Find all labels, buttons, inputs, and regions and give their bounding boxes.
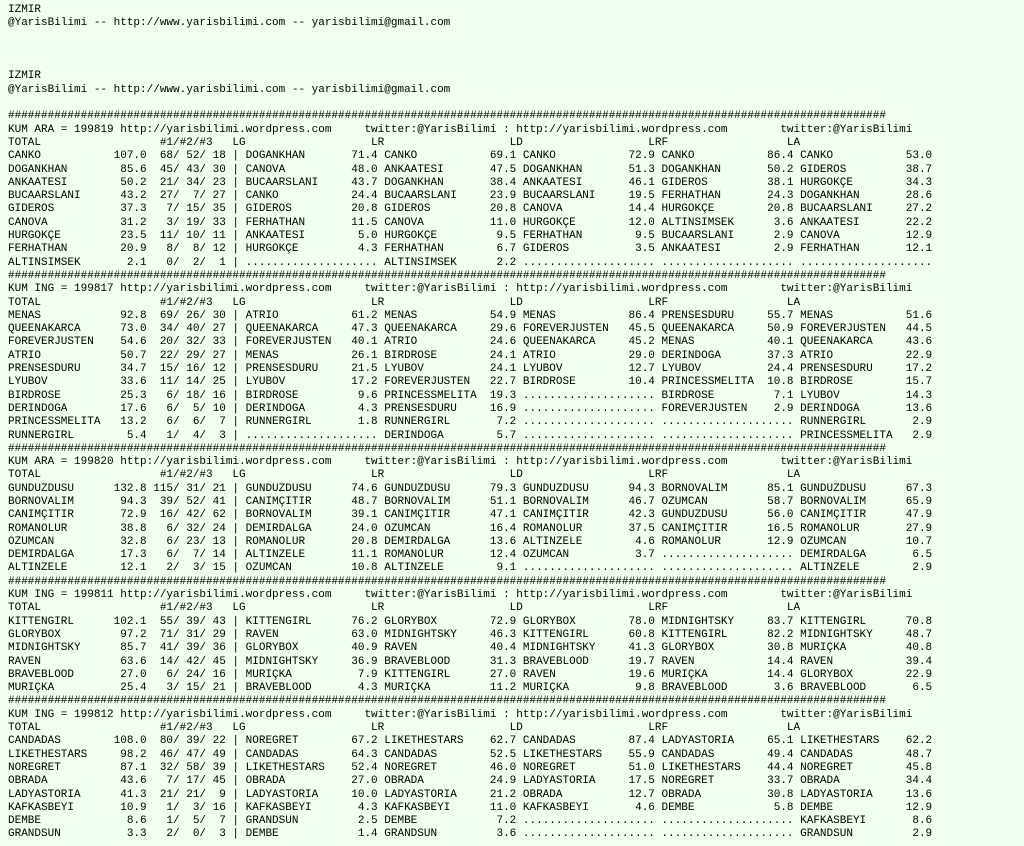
race-list — [8, 110, 1016, 841]
race-section — [8, 443, 1016, 576]
table-row: GÜNDÜZDÜSÜ 132.8 115/ 31/ 21 | GÜNDÜZDÜSÜ 74.6 GÜNDÜZDÜSÜ 79.3 GÜNDÜZDÜSÜ 94.3 BORNOVALIM 85.1 GÜNDÜZDÜSÜ 67.3 — [8, 482, 933, 495]
race-section — [8, 695, 1016, 841]
race-section — [8, 110, 1016, 270]
table-row: LADYASTORIA 41.3 21/ 21/ 9 | LADYASTORIA 10.0 LADYASTORIA 21.2 OBRADA 12.7 OBRADA 30.8 LADYASTORIA 13.6 — [8, 788, 933, 801]
column-header-row: TOTAL #1/#2/#3 LG LR LD LRF LA — [8, 136, 801, 149]
table-row: QUEENAKARCA 73.0 34/ 40/ 27 | QUEENAKARCA 47.3 QUEENAKARCA 29.6 FOREVERJUSTEN 45.5 QUEENAKARCA 50.9 FOREVERJUSTEN 44.5 — [8, 323, 933, 336]
table-row: OBRADA 43.6 7/ 17/ 45 | OBRADA 27.0 OBRADA 24.9 LADYASTORIA 17.5 NOREGRET 33.7 OBRADA 34.4 — [8, 775, 933, 788]
table-row: DEMIRDALGA 17.3 6/ 7/ 14 | ALTINZELE 11.1 ROMANOLUR 12.4 ÖZÜMCAN 3.7 .................... DEMIRDALGA 6.5 — [8, 549, 933, 562]
table-row: NOREGRET 87.1 32/ 58/ 39 | LIKETHESTARS 52.4 NOREGRET 46.0 NOREGRET 51.0 LIKETHESTARS 44.4 NOREGRET 45.8 — [8, 761, 933, 774]
table-row: GIDEROS 37.3 7/ 15/ 35 | GIDEROS 20.8 GIDEROS 20.8 CANOVA 14.4 HÜRGÖKÇE 20.8 BUCAARSLANI 27.2 — [8, 203, 933, 216]
table-row: BIRDROSE 25.3 6/ 18/ 16 | BIRDROSE 9.6 PRINCESSMELITA 19.3 .................... BIRDROSE 7.1 LYUBOV 14.3 — [8, 389, 933, 402]
table-row: CANDADAS 108.0 80/ 39/ 22 | NOREGRET 67.2 LIKETHESTARS 62.7 CANDADAS 87.4 LADYASTORIA 65.1 LIKETHESTARS 62.2 — [8, 735, 933, 748]
table-row: GLORYBOX 97.2 71/ 31/ 29 | RAVEN 63.0 MIDNIGHTSKY 46.3 KITTENGIRL 60.8 KITTENGIRL 82.2 MIDNIGHTSKY 48.7 — [8, 628, 933, 641]
separator-line: ##################################################################################################################################### — [8, 695, 886, 708]
table-row: BRAVEBLOOD 27.0 6/ 24/ 16 | MURIÇKA 7.9 KITTENGIRL 27.0 RAVEN 19.6 MURIÇKA 14.4 GLORYBOX 22.9 — [8, 668, 933, 681]
table-row: RUNNERGIRL 5.4 1/ 4/ 3 | .................... DERINDOGA 5.7 .................... .................... PRINCESSMELITA 2.9 — [8, 429, 933, 442]
table-row: ALTINZELE 12.1 2/ 3/ 15 | ÖZÜMCAN 10.8 ALTINZELE 9.1 .................... .................... ALTINZELE 2.9 — [8, 562, 933, 575]
table-row: CANOVA 31.2 3/ 19/ 33 | FERHATHAN 11.5 CANOVA 11.0 HÜRGÖKÇE 12.0 ALTINSIMSEK 3.6 ANKAATESI 22.2 — [8, 216, 933, 229]
table-row: PRINCESSMELITA 13.2 6/ 6/ 7 | RUNNERGIRL 1.8 RUNNERGIRL 7.2 .................... .................... RUNNERGIRL 2.9 — [8, 416, 933, 429]
spacer — [8, 97, 1016, 110]
header-title: IZMIR — [8, 70, 42, 83]
column-header-row: TOTAL #1/#2/#3 LG LR LD LRF LA — [8, 469, 801, 482]
table-row: CANIMÇITIR 72.9 16/ 42/ 62 | BORNOVALIM 39.1 CANIMÇITIR 47.1 CANIMÇITIR 42.3 GÜNDÜZDÜSÜ 56.0 CANIMÇITIR 47.9 — [8, 509, 933, 522]
separator-line: ##################################################################################################################################### — [8, 442, 886, 455]
table-row: BORNOVALIM 94.3 39/ 52/ 41 | CANIMÇITIR 48.7 BORNOVALIM 51.1 BORNOVALIM 46.7 ÖZÜMCAN 58.7 BORNOVALIM 65.9 — [8, 495, 933, 508]
separator-line: ##################################################################################################################################### — [8, 110, 886, 123]
table-row: RAVEN 63.6 14/ 42/ 45 | MIDNIGHTSKY 36.9 BRAVEBLOOD 31.3 BRAVEBLOOD 19.7 RAVEN 14.4 RAVEN 39.4 — [8, 655, 933, 668]
race-section — [8, 270, 1016, 443]
spacer — [8, 44, 1016, 57]
race-title: KUM ING = 199817 http://yarisbilimi.wordpress.com twitter:@YarisBilimi : http://yarisbilimi.wordpress.com twitter:@YarisBilimi — [8, 283, 913, 296]
race-section — [8, 576, 1016, 696]
table-row: ÖZÜMCAN 32.8 6/ 23/ 13 | ROMANOLUR 20.8 DEMIRDALGA 13.6 ALTINZELE 4.6 ROMANOLUR 12.9 ÖZÜMCAN 10.7 — [8, 535, 933, 548]
race-title: KUM ING = 199811 http://yarisbilimi.wordpress.com twitter:@YarisBilimi : http://yarisbilimi.wordpress.com twitter:@YarisBilimi — [8, 589, 913, 602]
race-title: KUM ING = 199812 http://yarisbilimi.wordpress.com twitter:@YarisBilimi : http://yarisbilimi.wordpress.com twitter:@YarisBilimi — [8, 708, 913, 721]
race-title: KUM ARA = 199820 http://yarisbilimi.wordpress.com twitter:@YarisBilimi : http://yarisbilimi.wordpress.com twitter:@YarisBilimi — [8, 456, 913, 469]
table-row: BUCAARSLANI 43.2 27/ 7/ 27 | CANKO 24.4 BUCAARSLANI 23.9 BUCAARSLANI 19.5 FERHATHAN 24.3 DOGANKHAN 28.6 — [8, 190, 933, 203]
header-contact: @YarisBilimi -- http://www.yarisbilimi.com -- yarisbilimi@gmail.com — [8, 83, 451, 96]
table-row: PRENSESDURU 34.7 15/ 16/ 12 | PRENSESDURU 21.5 LYUBOV 24.1 LYUBOV 12.7 LYUBOV 24.4 PRENSESDURU 17.2 — [8, 363, 933, 376]
header-title: IZMIR — [8, 4, 42, 16]
column-header-row: TOTAL #1/#2/#3 LG LR LD LRF LA — [8, 722, 801, 735]
table-row: FOREVERJUSTEN 54.6 20/ 32/ 33 | FOREVERJUSTEN 40.1 ATRIO 24.6 QUEENAKARCA 45.2 MENAS 40.1 QUEENAKARCA 43.6 — [8, 336, 933, 349]
table-row: KAFKASBEYI 10.9 1/ 3/ 16 | KAFKASBEYI 4.3 KAFKASBEYI 11.0 KAFKASBEYI 4.6 DEMBE 5.8 DEMBE 12.9 — [8, 801, 933, 814]
table-row: DEMBE 8.6 1/ 5/ 7 | GRANDSUN 2.5 DEMBE 7.2 .................... .................... KAFKASBEYI 8.6 — [8, 815, 933, 828]
column-header-row: TOTAL #1/#2/#3 LG LR LD LRF LA — [8, 296, 801, 309]
table-row: MURIÇKA 25.4 3/ 15/ 21 | BRAVEBLOOD 4.3 MURIÇKA 11.2 MURIÇKA 9.8 BRAVEBLOOD 3.6 BRAVEBLOOD 6.5 — [8, 682, 933, 695]
table-row: MENAS 92.8 69/ 26/ 30 | ATRIO 61.2 MENAS 54.9 MENAS 86.4 PRENSESDURU 55.7 MENAS 51.6 — [8, 309, 933, 322]
table-row: LIKETHESTARS 98.2 46/ 47/ 49 | CANDADAS 64.3 CANDADAS 52.5 LIKETHESTARS 55.9 CANDADAS 49.4 CANDADAS 48.7 — [8, 748, 933, 761]
table-row: CANKO 107.0 68/ 52/ 18 | DOGANKHAN 71.4 CANKO 69.1 CANKO 72.9 CANKO 86.4 CANKO 53.0 — [8, 150, 933, 163]
table-row: GRANDSUN 3.3 2/ 0/ 3 | DEMBE 1.4 GRANDSUN 3.6 .................... .................... GRANDSUN 2.9 — [8, 828, 933, 841]
column-header-row: TOTAL #1/#2/#3 LG LR LD LRF LA — [8, 602, 801, 615]
table-row: ATRIO 50.7 22/ 29/ 27 | MENAS 26.1 BIRDROSE 24.1 ATRIO 29.0 DERINDOGA 37.3 ATRIO 22.9 — [8, 349, 933, 362]
table-row: LYUBOV 33.6 11/ 14/ 25 | LYUBOV 17.2 FOREVERJUSTEN 22.7 BIRDROSE 10.4 PRINCESSMELITA 10.8 BIRDROSE 15.7 — [8, 376, 933, 389]
table-row: MIDNIGHTSKY 85.7 41/ 39/ 36 | GLORYBOX 40.9 RAVEN 40.4 MIDNIGHTSKY 41.3 GLORYBOX 30.8 MURIÇKA 40.8 — [8, 642, 933, 655]
race-title: KUM ARA = 199819 http://yarisbilimi.wordpress.com twitter:@YarisBilimi : http://yarisbilimi.wordpress.com twitter:@YarisBilimi — [8, 123, 913, 136]
table-row: ROMANOLUR 38.8 6/ 32/ 24 | DEMIRDALGA 24.0 ÖZÜMCAN 16.4 ROMANOLUR 37.5 CANIMÇITIR 16.5 ROMANOLUR 27.9 — [8, 522, 933, 535]
table-row: HÜRGÖKÇE 23.5 11/ 10/ 11 | ANKAATESI 5.0 HÜRGÖKÇE 9.5 FERHATHAN 9.5 BUCAARSLANI 2.9 CANOVA 12.9 — [8, 230, 933, 243]
table-row: DERINDOGA 17.6 6/ 5/ 10 | DERINDOGA 4.3 PRENSESDURU 16.9 .................... FOREVERJUSTEN 2.9 DERINDOGA 13.6 — [8, 402, 933, 415]
spacer — [8, 57, 1016, 70]
spacer — [8, 31, 1016, 44]
table-row: ALTINSIMSEK 2.1 0/ 2/ 1 | .................... ALTINSIMSEK 2.2 .................... .................... .................... — [8, 256, 933, 269]
table-row: DOGANKHAN 85.6 45/ 43/ 30 | CANOVA 48.0 ANKAATESI 47.5 DOGANKHAN 51.3 DOGANKHAN 50.2 GIDEROS 38.7 — [8, 163, 933, 176]
table-row: FERHATHAN 20.9 8/ 8/ 12 | HÜRGÖKÇE 4.3 FERHATHAN 6.7 GIDEROS 3.5 ANKAATESI 2.9 FERHATHAN 12.1 — [8, 243, 933, 256]
separator-line: ##################################################################################################################################### — [8, 269, 886, 282]
table-row: ANKAATESI 50.2 21/ 34/ 23 | BUCAARSLANI 43.7 DOGANKHAN 38.4 ANKAATESI 46.1 GIDEROS 38.1 HÜRGÖKÇE 34.3 — [8, 176, 933, 189]
separator-line: ##################################################################################################################################### — [8, 575, 886, 588]
table-row: KITTENGIRL 102.1 55/ 39/ 43 | KITTENGIRL 76.2 GLORYBOX 72.9 GLORYBOX 78.0 MIDNIGHTSKY 83.7 KITTENGIRL 70.8 — [8, 615, 933, 628]
header-contact: @YarisBilimi -- http://www.yarisbilimi.com -- yarisbilimi@gmail.com — [8, 17, 451, 30]
